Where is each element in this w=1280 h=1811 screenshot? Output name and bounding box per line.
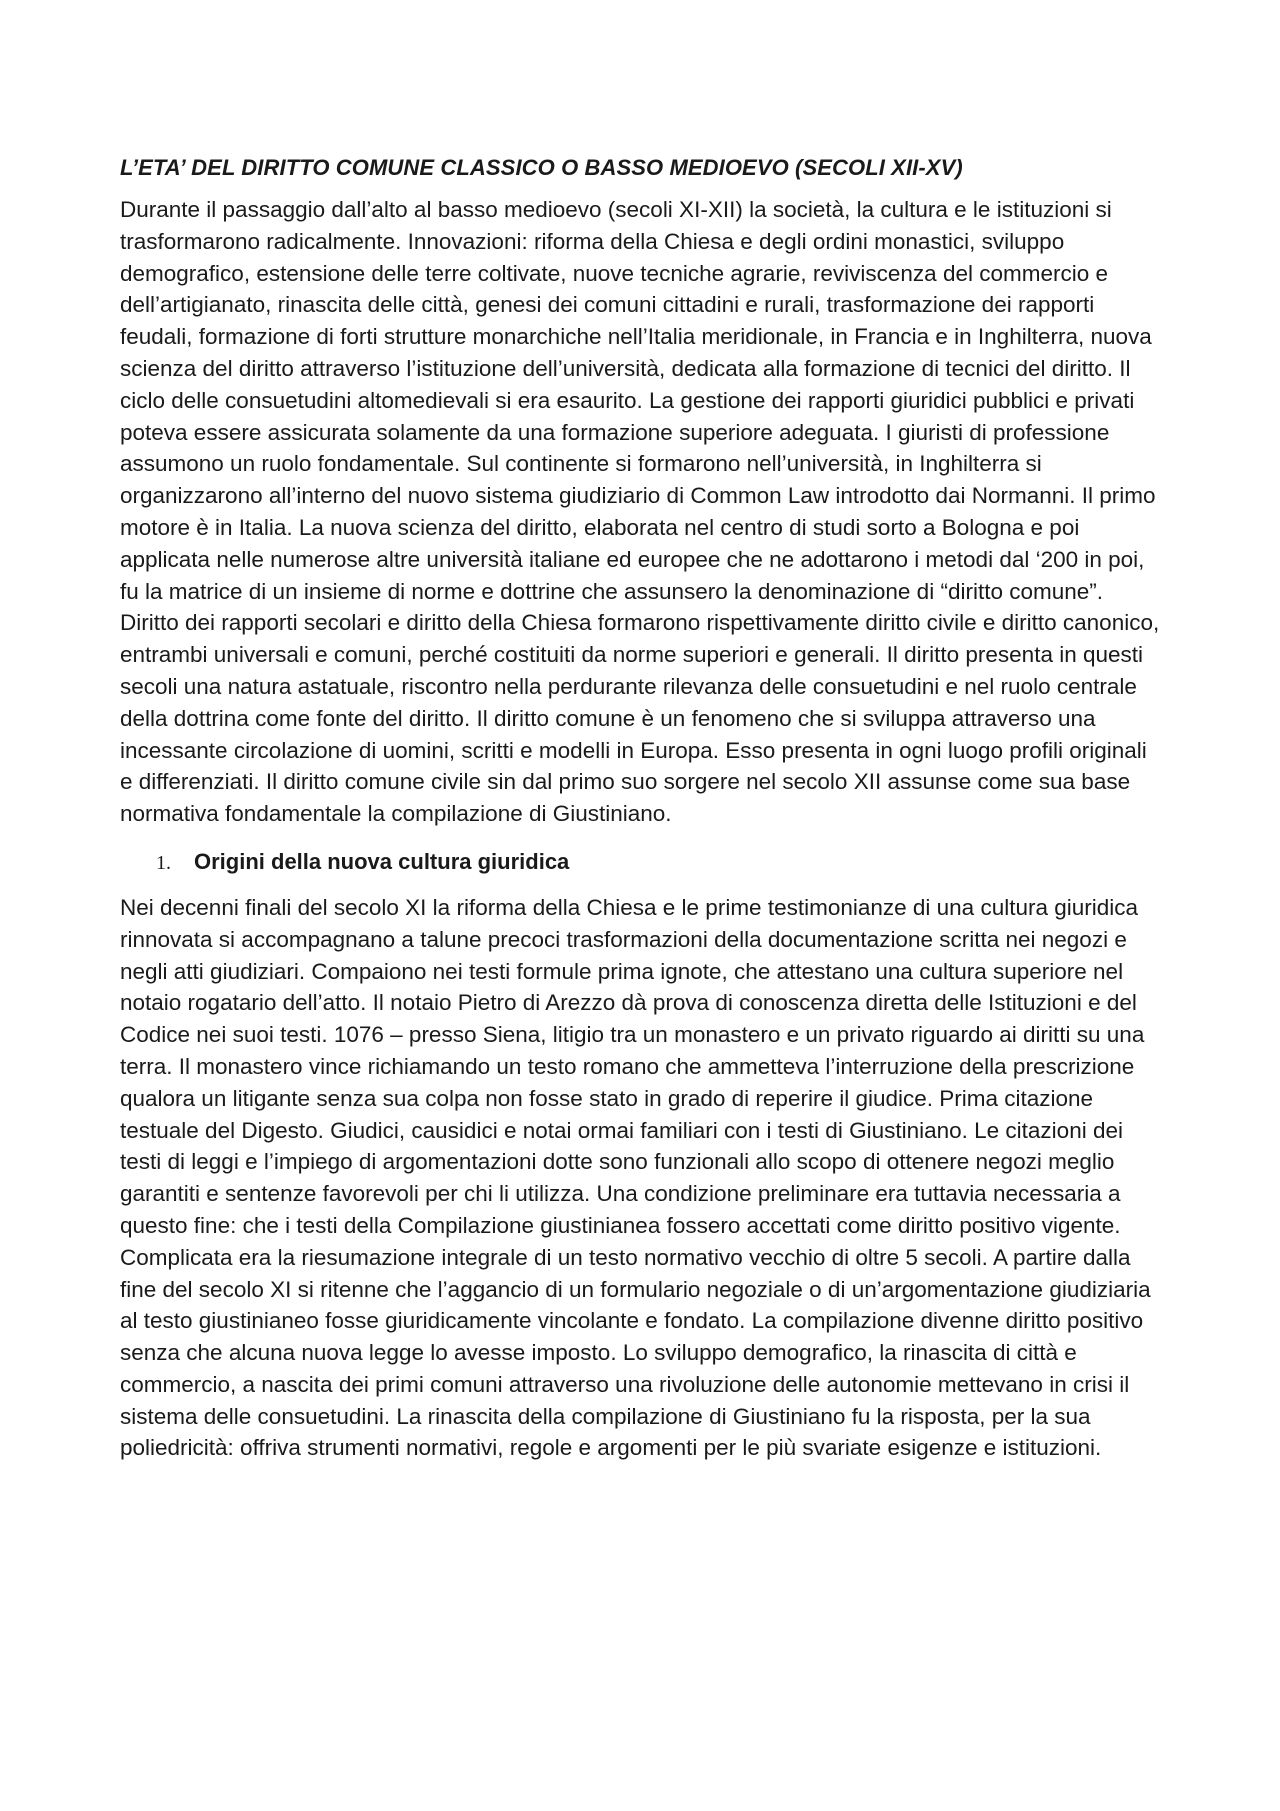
document-page (120, 152, 1165, 1464)
intro-paragraph: Durante il passaggio dall’alto al basso medioevo (secoli XI-XII) la società, la cultura e le istituzioni si trasformarono radicalmente. Innovazioni: riforma della Chiesa e degli ordini monastici, sviluppo demografico, estensione delle terre coltivate, nuove tecniche agrarie, reviviscenza del commercio e dell’artigianato, rinascita delle città, genesi dei comuni cittadini e rurali, trasformazione dei rapporti feudali, formazione di forti strutture monarchiche nell’Italia meridionale, in Francia e in Inghilterra, nuova scienza del diritto attraverso l’istituzione dell’università, dedicata alla formazione di tecnici del diritto. Il ciclo delle consuetudini altomedievali si era esaurito. La gestione dei rapporti giuridici pubblici e privati poteva essere assicurata solamente da una formazione superiore adeguata. I giuristi di professione assumono un ruolo fondamentale. Sul continente si formarono nell’università, in Inghilterra si organizzarono all’interno del nuovo sistema giudiziario di Common Law introdotto dai Normanni. Il primo motore è in Italia. La nuova scienza del diritto, elaborata nel centro di studi sorto a Bologna e poi applicata nelle numerose altre università italiane ed europee che ne adottarono i metodi dal ‘200 in poi, fu la matrice di un insieme di norme e dottrine che assunsero la denominazione di “diritto comune”. Diritto dei rapporti secolari e diritto della Chiesa formarono rispettivamente diritto civile e diritto canonico, entrambi universali e comuni, perché costituiti da norme superiori e generali. Il diritto presenta in questi secoli una natura astatuale, riscontro nella perdurante rilevanza delle consuetudini e nel ruolo centrale della dottrina come fonte del diritto. Il diritto comune è un fenomeno che si sviluppa attraverso una incessante circolazione di uomini, scritti e modelli in Europa. Esso presenta in ogni luogo profili originali e differenziati. Il diritto comune civile sin dal primo suo sorgere nel secolo XII assunse come sua base normativa fondamentale la compilazione di Giustiniano. (120, 197, 1160, 827)
section-body-paragraph: Nei decenni finali del secolo XI la riforma della Chiesa e le prime testimonianze di una cultura giuridica rinnovata si accompagnano a talune precoci trasformazioni della documentazione scritta nei negozi e negli atti giudiziari. Compaiono nei testi formule prima ignote, che attestano una cultura superiore nel notaio rogatario dell’atto. Il notaio Pietro di Arezzo dà prova di conoscenza diretta delle Istituzioni e del Codice nei suoi testi. 1076 – presso Siena, litigio tra un monastero e un privato riguardo ai diritti su una terra. Il monastero vince richiamando un testo romano che ammetteva l’interruzione della prescrizione qualora un litigante senza sua colpa non fosse stato in grado di reperire il giudice. Prima citazione testuale del Digesto. Giudici, causidici e notai ormai familiari con i testi di Giustiniano. Le citazioni dei testi di leggi e l’impiego di argomentazioni dotte sono funzionali allo scopo di ottenere negozi meglio garantiti e sentenze favorevoli per chi li utilizza. Una condizione preliminare era tuttavia necessaria a questo fine: che i testi della Compilazione giustinianea fossero accettati come diritto positivo vigente. Complicata era la riesumazione integrale di un testo normativo vecchio di oltre 5 secoli. A partire dalla fine del secolo XI si ritenne che l’aggancio di un formulario negoziale o di un’argomentazione giudiziaria al testo giustinianeo fosse giuridicamente vincolante e fondato. La compilazione divenne diritto positivo senza che alcuna nuova legge lo avesse imposto. Lo sviluppo demografico, la rinascita di città e commercio, a nascita dei primi comuni attraverso una rivoluzione delle autonomie mettevano in crisi il sistema delle consuetudini. La rinascita della compilazione di Giustiniano fu la risposta, per la sua poliedricità: offriva strumenti normativi, regole e argomenti per le più svariate esigenze e istituzioni. (120, 894, 1151, 1461)
section-title: Origini della nuova cultura giuridica (194, 848, 570, 874)
section-heading (120, 846, 1165, 878)
section-number: 1. (156, 851, 171, 874)
document-title: L’ETA’ DEL DIRITTO COMUNE CLASSICO O BASSO MEDIOEVO (SECOLI XII-XV) (120, 155, 963, 180)
